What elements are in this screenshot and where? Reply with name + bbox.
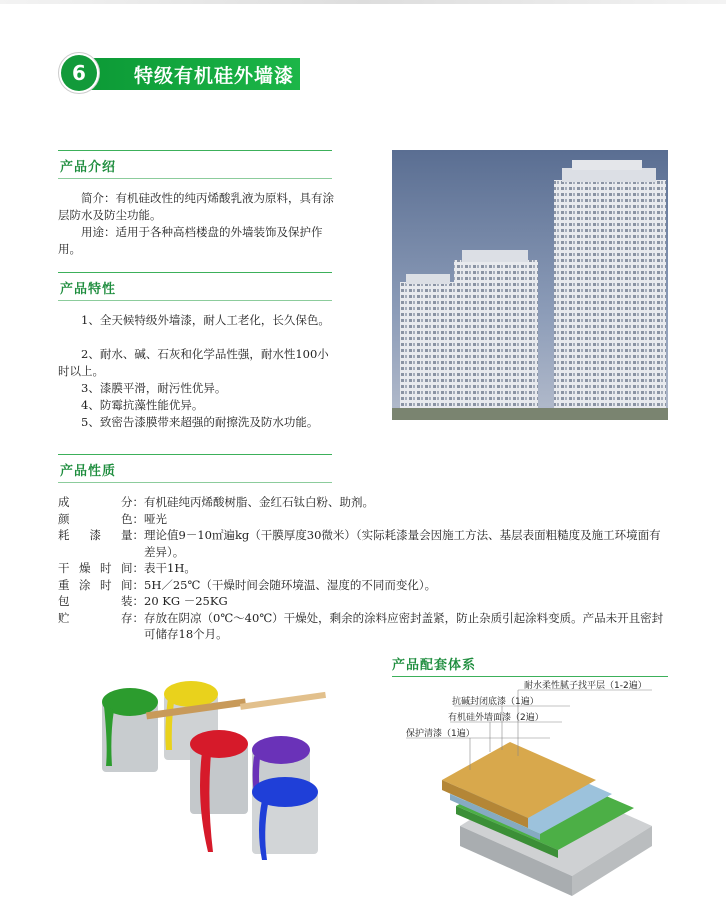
property-value: 5H／25℃（干燥时间会随环境温、湿度的不同而变化）。 <box>144 577 437 592</box>
residential-towers-photo <box>392 150 668 420</box>
property-value: 存放在阴凉（0℃～40℃）干燥处，剩余的涂料应密封盖紧，防止杂质引起涂料变质。产品未开且密封可储存18个月。 <box>144 610 664 641</box>
property-row <box>58 494 668 511</box>
section-features-header <box>58 272 332 301</box>
top-strip <box>0 0 726 4</box>
layer-label-putty: 耐水柔性腻子找平层（1-2遍） <box>524 681 647 691</box>
section-heading: 产品介绍 <box>60 160 117 175</box>
page-title: 特级有机硅外墙漆 <box>134 65 295 87</box>
property-row <box>58 560 668 577</box>
section-heading: 产品配套体系 <box>392 658 477 673</box>
property-label: 颜 色： <box>58 511 144 526</box>
section-heading: 产品性质 <box>60 464 117 479</box>
section-system-header <box>392 648 668 677</box>
property-value: 20 KG －25KG <box>144 594 228 608</box>
section-intro-header <box>58 150 332 179</box>
property-value: 理论值9－10㎡遍kg（干膜厚度30微米）（实际耗漆量会因施工方法、基层表面粗糙度及施工环境面有差异）。 <box>144 528 661 559</box>
property-row <box>58 610 668 643</box>
property-row <box>58 527 668 560</box>
property-label: 耗 漆 量： <box>58 528 144 542</box>
paint-cans-photo <box>92 672 342 872</box>
section-heading: 产品特性 <box>60 282 117 297</box>
intro-paragraph-2: 用途：适用于各种高档楼盘的外墙装饰及保护作用。 <box>58 225 323 256</box>
feature-item-5: 5、致密告漆膜带来超强的耐擦洗及防水功能。 <box>81 415 319 429</box>
layer-label-varnish: 保护清漆（1遍） <box>406 729 475 739</box>
feature-item-4: 4、防霉抗藻性能优异。 <box>81 398 204 412</box>
number-badge: 6 <box>61 55 97 91</box>
title-banner <box>58 52 300 94</box>
property-row <box>58 577 668 594</box>
property-label: 贮 存： <box>58 610 144 625</box>
coating-layers-diagram <box>390 676 670 899</box>
property-value: 有机硅纯丙烯酸树脂、金红石钛白粉、助剂。 <box>144 495 374 509</box>
feature-item-3: 3、漆膜平滑，耐污性优异。 <box>81 381 227 395</box>
property-label: 重 涂 时 间： <box>58 577 144 592</box>
feature-item-2: 2、耐水、碱、石灰和化学品性强，耐水性100小时以上。 <box>58 347 329 378</box>
property-label: 包 装： <box>58 594 144 608</box>
intro-paragraph-1: 简介：有机硅改性的纯丙烯酸乳液为原料，具有涂层防水及防尘功能。 <box>58 191 334 222</box>
property-row <box>58 511 668 528</box>
layer-label-topcoat: 有机硅外墙面漆（2遍） <box>448 713 544 723</box>
property-label: 成 分： <box>58 495 144 509</box>
layer-label-primer: 抗碱封闭底漆（1遍） <box>452 697 539 707</box>
section-properties-header <box>58 454 332 483</box>
property-value: 表干1H。 <box>144 561 196 575</box>
property-row <box>58 593 668 610</box>
feature-item-1: 1、全天候特级外墙漆，耐人工老化，长久保色。 <box>81 313 330 327</box>
property-label: 干 燥 时 间： <box>58 561 144 575</box>
property-value: 哑光 <box>144 511 167 526</box>
properties-list <box>58 494 668 643</box>
